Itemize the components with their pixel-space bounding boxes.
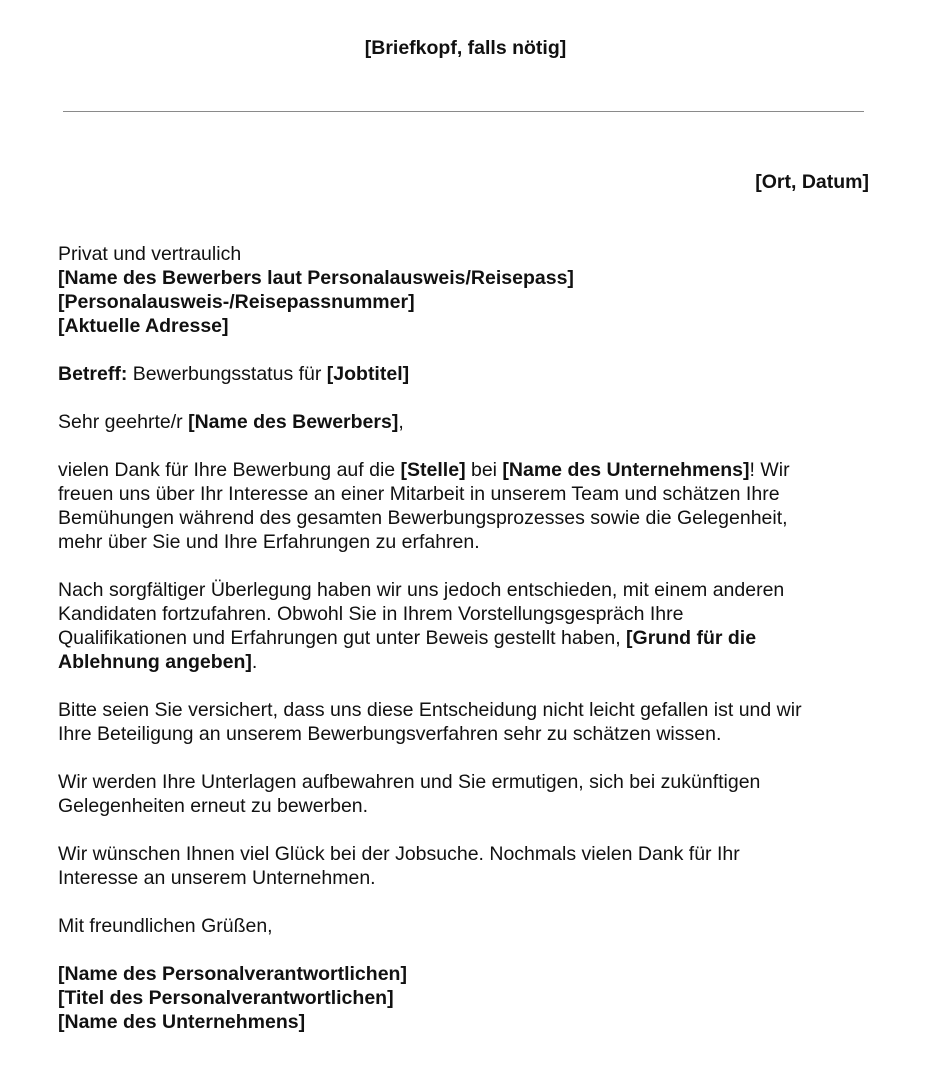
place-date: [Ort, Datum] (755, 171, 869, 193)
recipient-address: [Aktuelle Adresse] (58, 315, 229, 337)
text-run: bei (465, 459, 503, 481)
paragraph-line: Gelegenheiten erneut zu bewerben. (58, 795, 369, 817)
paragraph-line: Bitte seien Sie versichert, dass uns diese Entscheidung nicht leicht gefallen ist und wir (58, 699, 802, 721)
text-run: Qualifikationen und Erfahrungen gut unter Beweis gestellt haben, (58, 627, 627, 649)
text-run: vielen Dank für Ihre Bewerbung auf die (58, 459, 401, 481)
text-run: ! Wir (749, 459, 790, 481)
paragraph-line: Interesse an unserem Unternehmen. (58, 867, 376, 889)
paragraph-thanks (58, 458, 873, 554)
subject-label: Betreff: (58, 363, 128, 385)
salutation-text: Sehr geehrte/r (58, 411, 189, 433)
paragraph-line: Wir wünschen Ihnen viel Glück bei der Jobsuche. Nochmals vielen Dank für Ihr (58, 843, 740, 865)
subject-job: [Jobtitel] (326, 363, 410, 385)
reason-placeholder: Ablehnung angeben] (58, 651, 252, 673)
recipient-name: [Name des Bewerbers laut Personalausweis/Reisepass] (58, 267, 574, 289)
signature-block (58, 962, 873, 1034)
paragraph-assurance (58, 698, 873, 746)
confidential-note: Privat und vertraulich (58, 243, 242, 265)
paragraph-decision (58, 578, 873, 674)
paragraph-line: Kandidaten fortzufahren. Obwohl Sie in Ihrem Vorstellungsgespräch Ihre (58, 603, 684, 625)
paragraph-line (58, 650, 873, 674)
signer-name: [Name des Personalverantwortlichen] (58, 963, 407, 985)
paragraph-line: Bemühungen während des gesamten Bewerbungsprozesses sowie die Gelegenheit, (58, 507, 788, 529)
paragraph-line (58, 458, 873, 482)
header-divider (63, 111, 864, 112)
signer-company: [Name des Unternehmens] (58, 1011, 306, 1033)
salutation-end: , (398, 411, 404, 433)
text-run: . (251, 651, 258, 673)
paragraph-line: Ihre Beteiligung an unserem Bewerbungsverfahren sehr zu schätzen wissen. (58, 723, 722, 745)
company-placeholder: [Name des Unternehmens] (502, 459, 750, 481)
reason-placeholder: [Grund für die (626, 627, 757, 649)
salutation (58, 410, 873, 434)
paragraph-wishes (58, 842, 873, 890)
subject-line (58, 362, 873, 386)
closing: Mit freundlichen Grüßen, (58, 915, 273, 937)
paragraph-future (58, 770, 873, 818)
subject-text: Bewerbungsstatus für (127, 363, 327, 385)
paragraph-line: freuen uns über Ihr Interesse an einer Mitarbeit in unserem Team und schätzen Ihre (58, 483, 780, 505)
letter-body (58, 242, 873, 1034)
paragraph-line: Nach sorgfältiger Überlegung haben wir uns jedoch entschieden, mit einem anderen (58, 579, 785, 601)
signer-title: [Titel des Personalverantwortlichen] (58, 987, 394, 1009)
recipient-id-number: [Personalausweis-/Reisepassnummer] (58, 291, 415, 313)
letterhead: [Briefkopf, falls nötig] (364, 37, 567, 59)
paragraph-line: Wir werden Ihre Unterlagen aufbewahren und Sie ermutigen, sich bei zukünftigen (58, 771, 761, 793)
position-placeholder: [Stelle] (400, 459, 466, 481)
recipient-block (58, 242, 873, 338)
paragraph-line: mehr über Sie und Ihre Erfahrungen zu erfahren. (58, 531, 480, 553)
paragraph-line (58, 626, 873, 650)
salutation-name: [Name des Bewerbers] (188, 411, 399, 433)
